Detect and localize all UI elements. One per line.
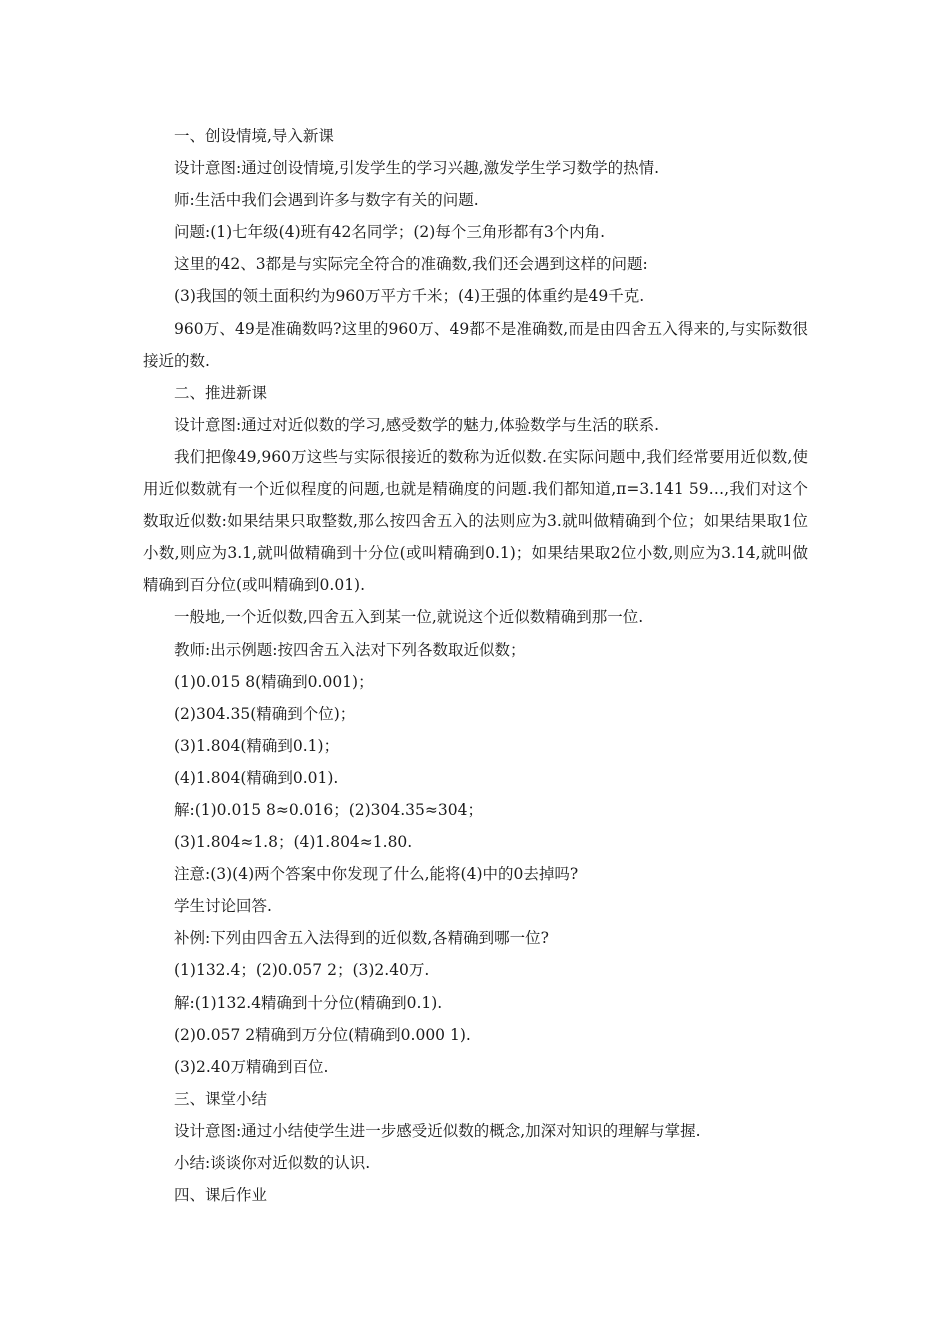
paragraph: 问题:(1)七年级(4)班有42名同学；(2)每个三角形都有3个内角. [174,223,606,242]
paragraph: 补例:下列由四舍五入法得到的近似数,各精确到哪一位? [174,929,549,948]
solution-line: (3)2.40万精确到百位. [174,1057,329,1076]
solution-line: (3)1.804≈1.8；(4)1.804≈1.80. [174,833,413,852]
section-heading-2: 二、推进新课 [174,383,268,402]
paragraph: 教师:出示例题:按四舍五入法对下列各数取近似数； [174,640,526,659]
design-intent-2: 设计意图:通过对近似数的学习,感受数学的魅力,体验数学与生活的联系. [174,415,660,434]
paragraph: 960万、49是准确数吗?这里的960万、49都不是准确数,而是由四舍五入得来的,与实际数很接近的数. [143,319,808,370]
solution-line: 解:(1)132.4精确到十分位(精确到0.1). [174,993,443,1012]
example-item: (1)0.015 8(精确到0.001)； [174,672,374,691]
example-item: (2)304.35(精确到个位)； [174,704,356,723]
solution-line: 解:(1)0.015 8≈0.016；(2)304.35≈304； [174,800,483,819]
document-page [143,120,808,1211]
paragraph: 我们把像49,960万这些与实际很接近的数称为近似数.在实际问题中,我们经常要用近似数,使用近似数就有一个近似程度的问题,也就是精确度的问题.我们都知道,π=3.141 59…,我们对这个数取近似数:如果结果只取整数,那么按四舍五入的法则应为3.就叫做精确到个位；如果结果取1位小数,则应为3.1,就叫做精确到十分位(或叫精确到0.1)；如果结果取2位小数,则应为3.14,就叫做精确到百分位(或叫精确到0.01). [143,447,808,595]
example-item: (1)132.4；(2)0.057 2；(3)2.40万. [174,961,430,980]
paragraph: 一般地,一个近似数,四舍五入到某一位,就说这个近似数精确到那一位. [174,608,644,627]
example-item: (4)1.804(精确到0.01). [174,768,339,787]
paragraph: 学生讨论回答. [174,897,272,916]
paragraph: (3)我国的领土面积约为960万平方千米；(4)王强的体重约是49千克. [174,287,645,306]
section-heading-1: 一、创设情境,导入新课 [174,127,334,145]
design-intent-1: 设计意图:通过创设情境,引发学生的学习兴趣,激发学生学习数学的热情. [174,159,660,178]
section-heading-3: 三、课堂小结 [174,1089,268,1108]
example-item: (3)1.804(精确到0.1)； [174,736,340,755]
paragraph: 这里的42、3都是与实际完全符合的准确数,我们还会遇到这样的问题: [174,255,648,274]
section-heading-4: 四、课后作业 [174,1186,268,1205]
paragraph: 注意:(3)(4)两个答案中你发现了什么,能将(4)中的0去掉吗? [174,865,579,884]
solution-line: (2)0.057 2精确到万分位(精确到0.000 1). [174,1025,471,1044]
paragraph: 小结:谈谈你对近似数的认识. [174,1154,371,1172]
paragraph: 师:生活中我们会遇到许多与数字有关的问题. [174,191,479,210]
design-intent-3: 设计意图:通过小结使学生进一步感受近似数的概念,加深对知识的理解与掌握. [174,1121,701,1140]
